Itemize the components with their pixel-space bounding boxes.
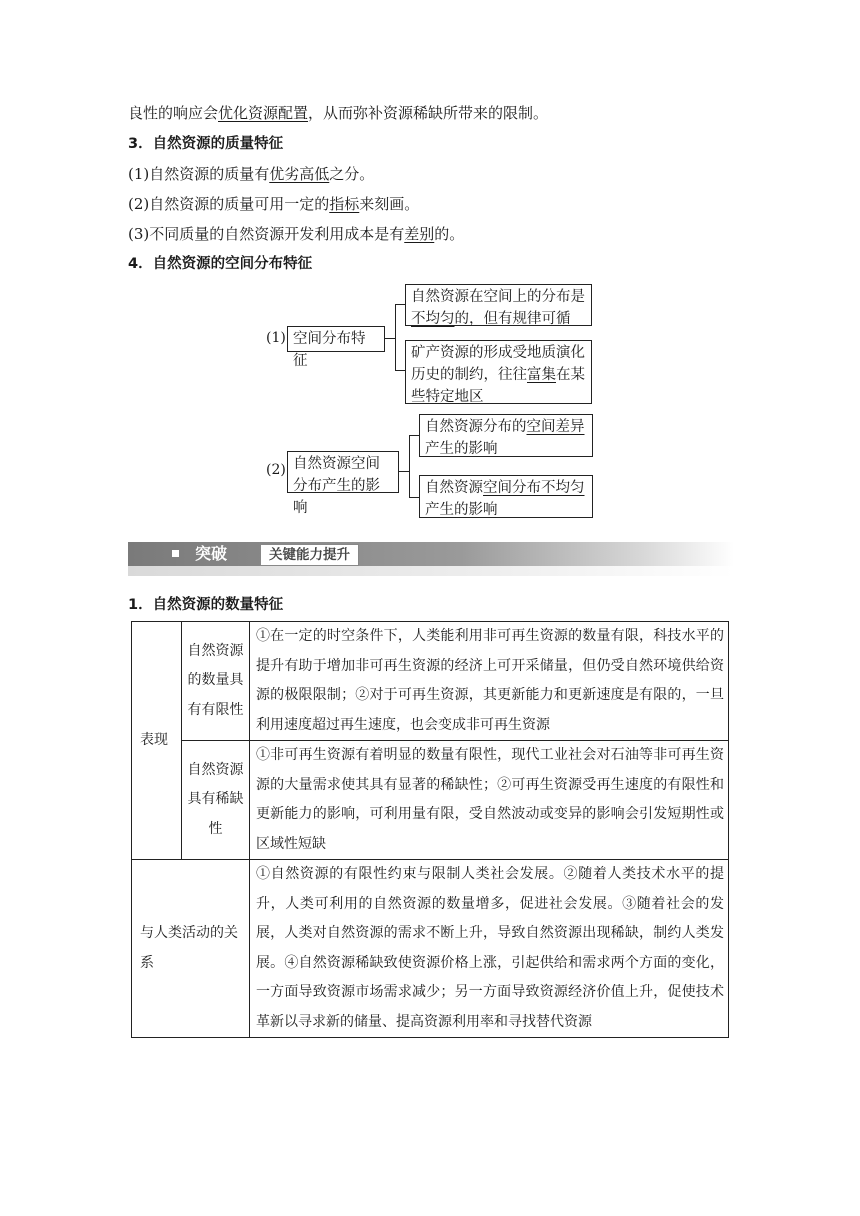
diagram1-box-b-post: 在某 — [556, 367, 585, 383]
diagram2-box-a-pre: 自然资源分布的 — [425, 419, 527, 435]
diagram1-root-box: 空间分布特征 — [287, 326, 385, 352]
diagram1-branch-b — [395, 370, 405, 371]
table-row — [132, 622, 729, 741]
intro-text-post: ，从而弥补资源稀缺所带来的限制。 — [308, 104, 549, 122]
quality-point-3 — [128, 224, 464, 244]
diagram2-box-b-pre: 自然资源 — [425, 480, 483, 496]
diagram1-box-a-line1: 自然资源在空间上的分布是 — [411, 289, 585, 305]
quality-p2-pre: (2)自然资源的质量可用一定的 — [128, 195, 330, 213]
subrow-label-limited: 自然资源的数量具有有限性 — [182, 622, 250, 741]
intro-text-pre: 良性的响应会 — [128, 104, 219, 122]
quality-p3-term: 差别 — [404, 225, 435, 243]
diagram2-box-a-line2: 产生的影响 — [425, 441, 498, 457]
quantity-table — [131, 621, 729, 1038]
diagram2-box-a-term: 空间差异 — [526, 419, 585, 435]
row-group-label-performance: 表现 — [132, 622, 182, 860]
diagram2-root-line2: 分布产生的影响 — [293, 478, 380, 516]
diagram2-box-a-line1 — [425, 416, 587, 438]
quantity-heading: 1．自然资源的数量特征 — [128, 597, 284, 613]
diagram1-box-a — [405, 284, 592, 326]
diagram2-box-a — [419, 414, 593, 457]
diagram1-box-b-line2 — [411, 364, 586, 386]
banner-square-icon — [172, 550, 179, 557]
diagram2-bracket — [409, 435, 410, 498]
quality-p3-pre: (3)不同质量的自然资源开发利用成本是有 — [128, 225, 405, 243]
diagram1-box-a-term: 不均匀 — [411, 311, 455, 327]
quality-point-2 — [128, 194, 419, 214]
subrow-text-limited: ①在一定的时空条件下，人类能利用非可再生资源的数量有限，科技水平的提升有助于增加非可再生资源的经济上可开采储量，但仍受自然环境供给资源的极限限制；②对于可再生资源，其更新能力和更新速度是有限的，一旦利用速度超过再生速度，也会变成非可再生资源 — [250, 622, 729, 741]
diagram1-bracket — [395, 304, 396, 371]
diagram2-root-line1: 自然资源空间 — [293, 456, 380, 472]
quality-p1-term: 优劣高低 — [269, 165, 330, 183]
diagram1-box-b-line3: 些特定地区 — [411, 389, 484, 405]
section-banner — [128, 542, 734, 582]
subrow-text-scarcity: ①非可再生资源有着明显的数量有限性，现代工业社会对石油等非可再生资源的大量需求使其具有显著的稀缺性；②可再生资源受再生速度的有限性和更新能力的影响，可利用量有限，受自然波动或变异的影响会引发短期性或区域性短缺 — [250, 741, 729, 860]
diagram2-box-b-line2: 产生的影响 — [425, 502, 498, 518]
diagram1-box-b-line1: 矿产资源的形成受地质演化 — [411, 345, 585, 361]
intro-underlined-term: 优化资源配置 — [218, 104, 309, 122]
diagram1-box-a-line2 — [411, 308, 586, 330]
diagram2-box-b-term: 空间分布不均匀 — [483, 480, 585, 496]
diagram1-number: (1) — [266, 330, 286, 346]
quality-p1-post: 之分。 — [329, 165, 375, 183]
diagram2-root-box — [287, 451, 399, 516]
row-group-label-relation: 与人类活动的关系 — [132, 860, 250, 1038]
banner-title: 突破 — [195, 544, 228, 563]
diagram2-box-b — [419, 475, 593, 518]
diagram2-branch-a — [409, 435, 419, 436]
quality-p2-term: 指标 — [329, 195, 360, 213]
diagram1-box-b-term: 富集 — [527, 367, 556, 383]
banner-subtitle: 关键能力提升 — [260, 544, 359, 566]
diagram2-branch-b — [409, 497, 419, 498]
quality-p2-post: 来刻画。 — [359, 195, 420, 213]
diagram1-box-b-pre: 历史的制约，往往 — [411, 367, 527, 383]
quality-heading: 3．自然资源的质量特征 — [128, 136, 284, 152]
diagram2-number: (2) — [266, 462, 286, 478]
diagram1-box-a-post: 的，但有规律可循 — [454, 311, 571, 327]
quality-point-1 — [128, 164, 374, 184]
spatial-heading: 4．自然资源的空间分布特征 — [128, 256, 313, 272]
intro-paragraph — [128, 103, 548, 123]
banner-strip — [128, 566, 734, 576]
table-row — [132, 741, 729, 860]
quality-p1-pre: (1)自然资源的质量有 — [128, 165, 270, 183]
diagram1-branch-a — [395, 304, 405, 305]
table-row — [132, 860, 729, 1038]
diagram2-connector — [399, 471, 409, 472]
diagram1-box-b — [405, 340, 592, 404]
quality-p3-post: 的。 — [434, 225, 465, 243]
diagram1-connector — [385, 338, 395, 339]
diagram2-box-b-line1 — [425, 477, 587, 499]
subrow-label-scarcity: 自然资源具有稀缺性 — [182, 741, 250, 860]
relation-text: ①自然资源的有限性约束与限制人类社会发展。②随着人类技术水平的提升，人类可利用的自然资源的数量增多，促进社会发展。③随着社会的发展，人类对自然资源的需求不断上升，导致自然资源出现稀缺，制约人类发展。④自然资源稀缺致使资源价格上涨，引起供给和需求两个方面的变化，一方面导致资源市场需求减少；另一方面导致资源经济价值上升，促使技术革新以寻求新的储量、提高资源利用率和寻找替代资源 — [250, 860, 729, 1038]
